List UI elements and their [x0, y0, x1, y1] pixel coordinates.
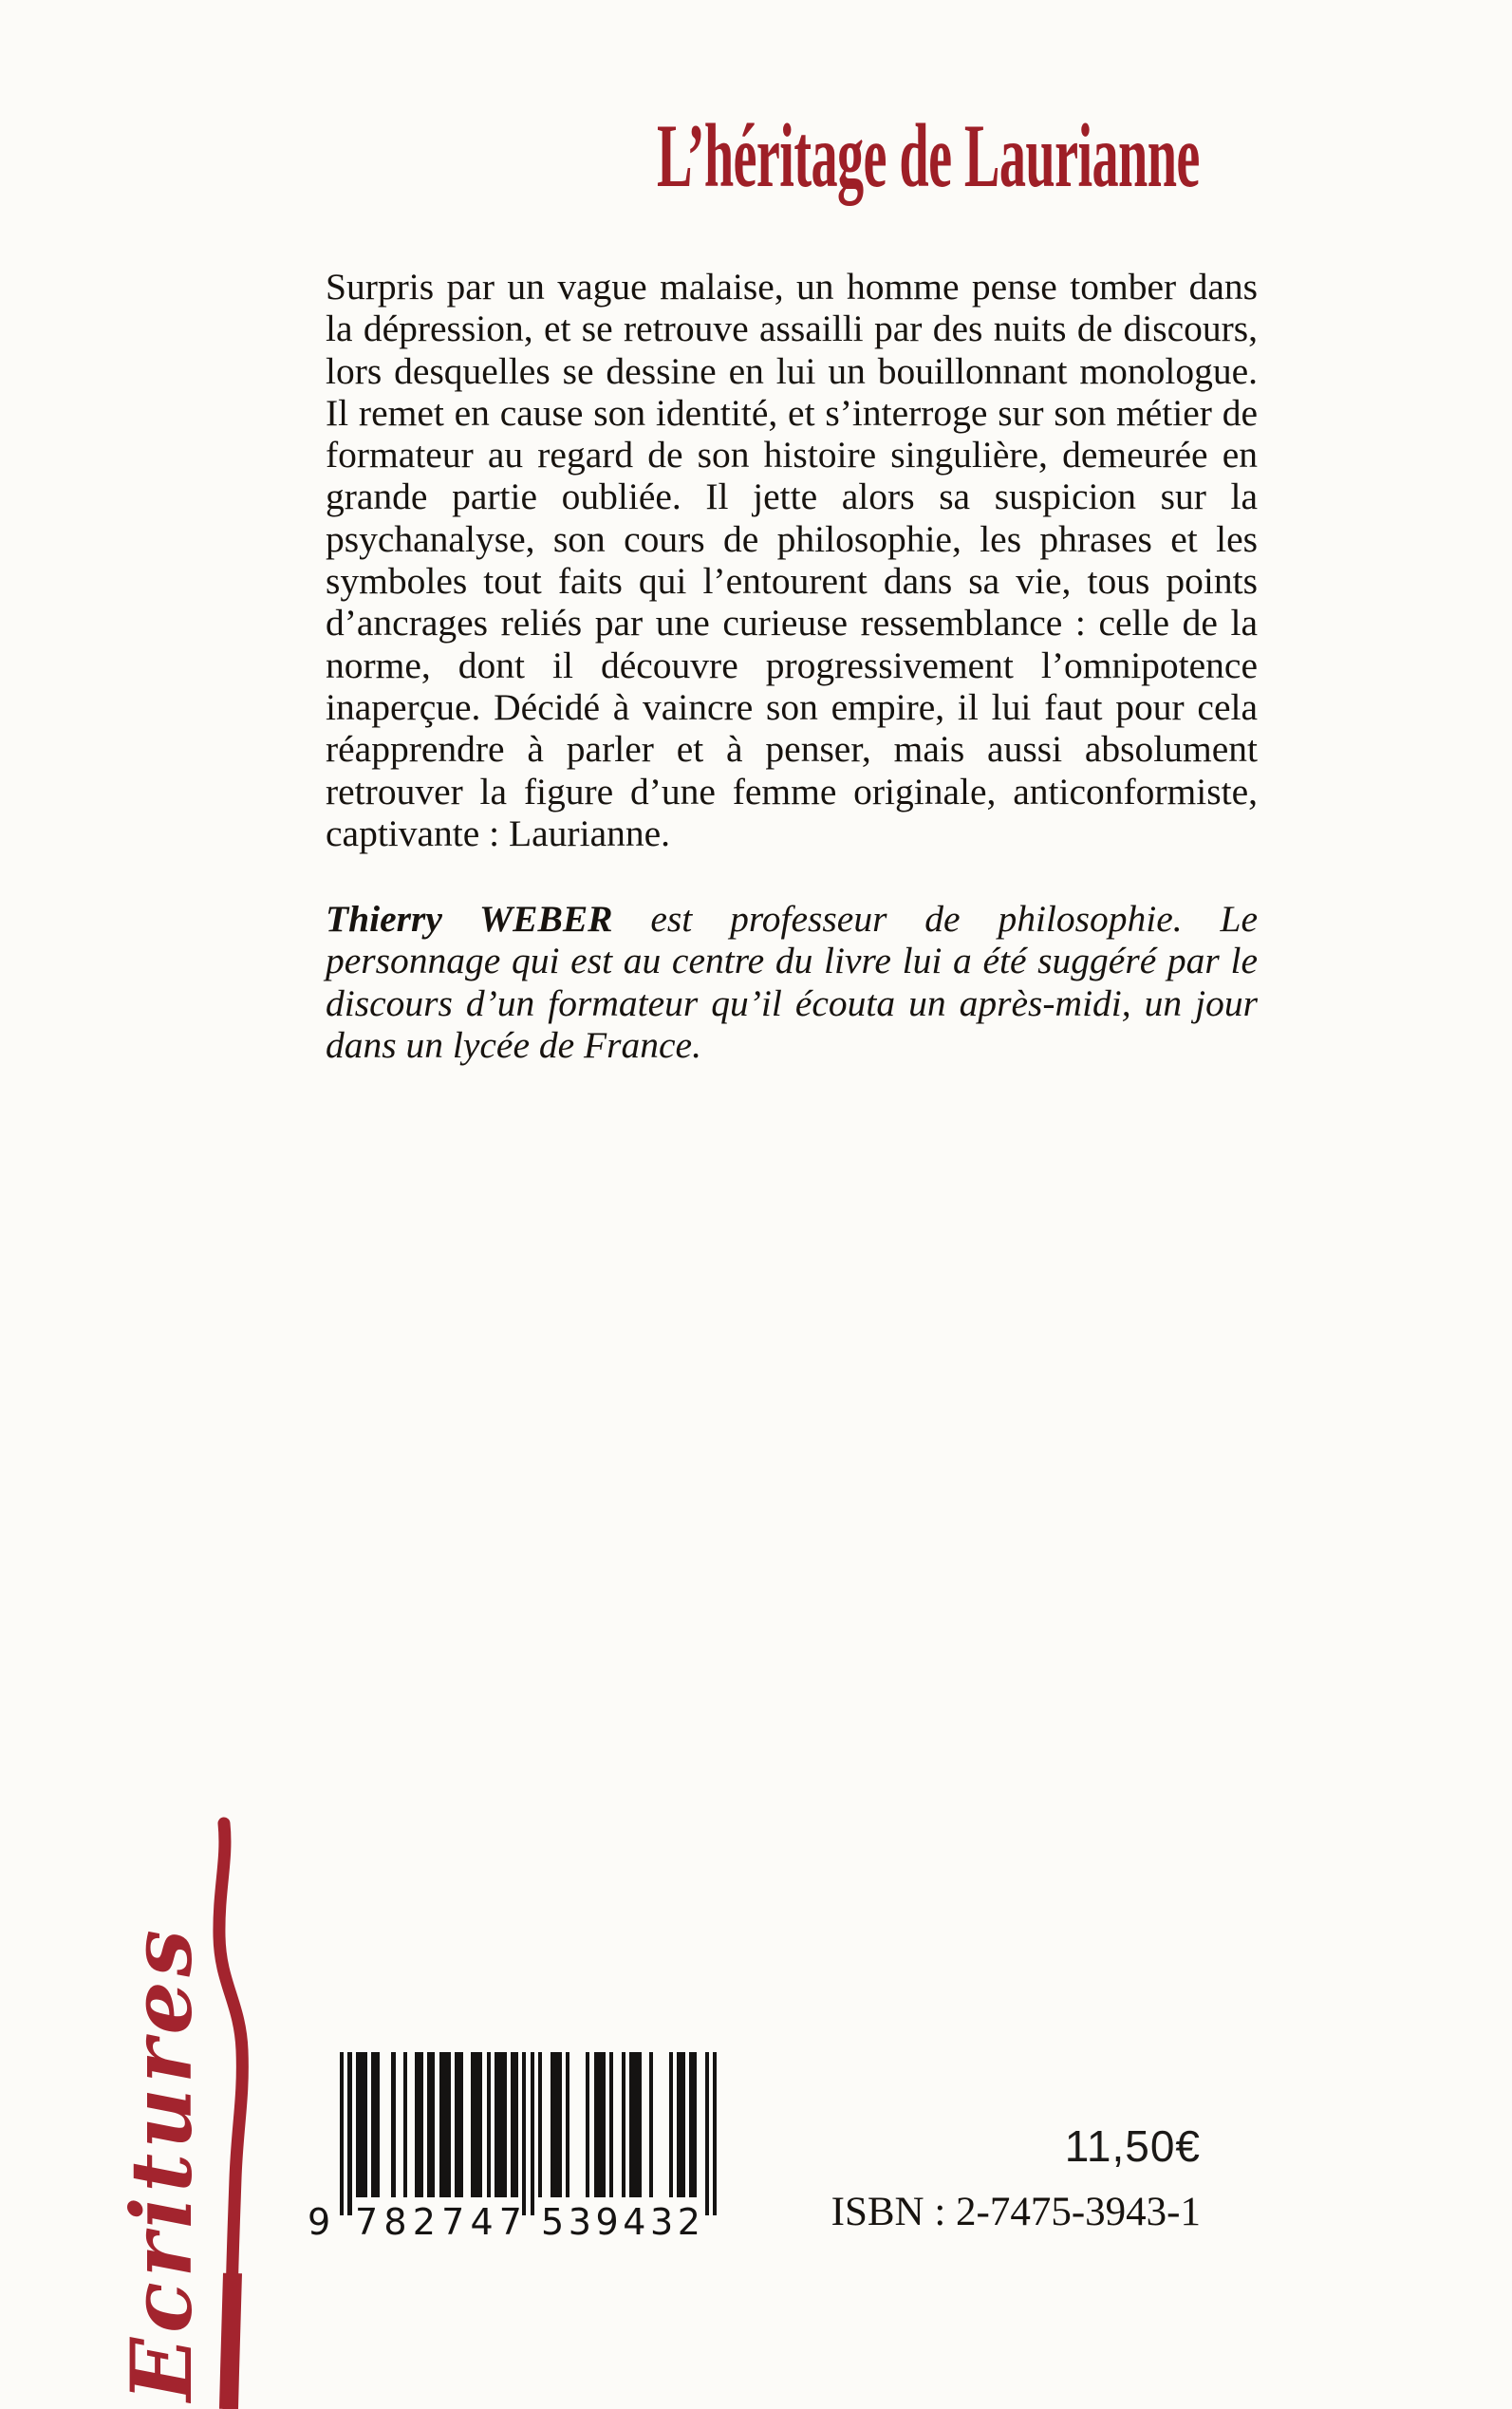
text-line: symboles tout faits qui l’entourent dans sa vie, tous points: [326, 560, 1258, 603]
barcode-bar: [511, 2052, 518, 2197]
barcode-bar: [551, 2052, 563, 2197]
barcode-bar: [371, 2052, 379, 2197]
barcode-bar: [427, 2052, 435, 2197]
barcode-bar: [391, 2052, 395, 2197]
barcode-digit-first: 9: [308, 2201, 331, 2243]
barcode-digits-group2: 5 3 9 4 3 2: [541, 2201, 700, 2243]
text-line: Surpris par un vague malaise, un homme pense tomber dans: [326, 266, 1258, 308]
barcode-bar: [340, 2052, 344, 2215]
barcode-bar: [439, 2052, 452, 2197]
barcode-bar: [471, 2052, 483, 2197]
text-line: la dépression, et se retrouve assailli par des nuits de discours,: [326, 308, 1258, 350]
publisher-brush-line: [190, 1808, 275, 2409]
text-line: discours d’un formateur qu’il écouta un après-midi, un jour: [326, 981, 1258, 1024]
barcode-bar: [495, 2052, 507, 2197]
isbn-label: ISBN : 2-7475-3943-1: [831, 2190, 1201, 2234]
book-title-wrap: [470, 105, 1200, 206]
barcode-bar: [594, 2052, 607, 2197]
barcode-bar: [609, 2052, 613, 2197]
bio-last-line: dans un lycée de France.: [326, 1023, 701, 1066]
barcode-bar: [586, 2052, 589, 2197]
barcode-bar: [669, 2052, 673, 2197]
book-title: L’héritage de Laurianne: [656, 105, 1200, 206]
bio-first-line: [326, 898, 1258, 940]
barcode-bar: [649, 2052, 653, 2197]
text-line: Il remet en cause son identité, et s’interroge sur son métier de: [326, 391, 1258, 434]
text-line: inaperçue. Décidé à vaincre son empire, il lui faut pour cela: [326, 685, 1258, 728]
author-name: Thierry WEBER: [326, 898, 613, 940]
bio-first-line-rest: est professeur de philosophie. Le: [612, 898, 1258, 940]
synopsis-lines: [326, 266, 1258, 812]
price-label: 11,50€: [1064, 2121, 1201, 2171]
barcode-bar: [689, 2052, 697, 2197]
text-line: réapprendre à parler et à penser, mais aussi absolument: [326, 728, 1258, 771]
text-line: personnage qui est au centre du livre lui a été suggéré par le: [326, 940, 1258, 982]
barcode-bar: [622, 2052, 625, 2197]
text-line: d’ancrages reliés par une curieuse ressemblance : celle de la: [326, 602, 1258, 644]
publisher-collection-script: Ecritures: [112, 1925, 211, 2401]
barcode-bar: [455, 2052, 462, 2197]
author-bio: [326, 898, 1258, 1066]
text-line: norme, dont il découvre progressivement l’omnipotence: [326, 644, 1258, 686]
text-line: grande partie oubliée. Il jette alors sa suspicion sur la: [326, 476, 1258, 518]
synopsis: [326, 266, 1258, 854]
text-line: lors desquelles se dessine en lui un bouillonnant monologue.: [326, 349, 1258, 392]
barcode-bar: [487, 2052, 491, 2197]
barcode-bar: [713, 2052, 717, 2215]
barcode-bar: [522, 2052, 526, 2215]
barcode-bar: [629, 2052, 642, 2197]
barcode-digits-group1: 7 8 2 7 4 7: [355, 2201, 522, 2243]
barcode: [308, 2052, 717, 2243]
barcode-bar: [403, 2052, 407, 2197]
text-line: psychanalyse, son cours de philosophie, les phrases et les: [326, 517, 1258, 560]
bio-middle-lines: [326, 940, 1258, 1024]
text-line: formateur au regard de son histoire singulière, demeurée en: [326, 434, 1258, 476]
barcode-bar: [566, 2052, 569, 2197]
barcode-bar: [538, 2052, 542, 2197]
barcode-bar: [415, 2052, 422, 2197]
barcode-bar: [677, 2052, 684, 2197]
barcode-bar: [347, 2052, 351, 2215]
synopsis-last-line: captivante : Laurianne.: [326, 812, 671, 854]
barcode-bar: [356, 2052, 368, 2197]
barcode-bar: [705, 2052, 709, 2215]
barcode-bar: [531, 2052, 534, 2215]
text-line: retrouver la figure d’une femme originale, anticonformiste,: [326, 770, 1258, 812]
